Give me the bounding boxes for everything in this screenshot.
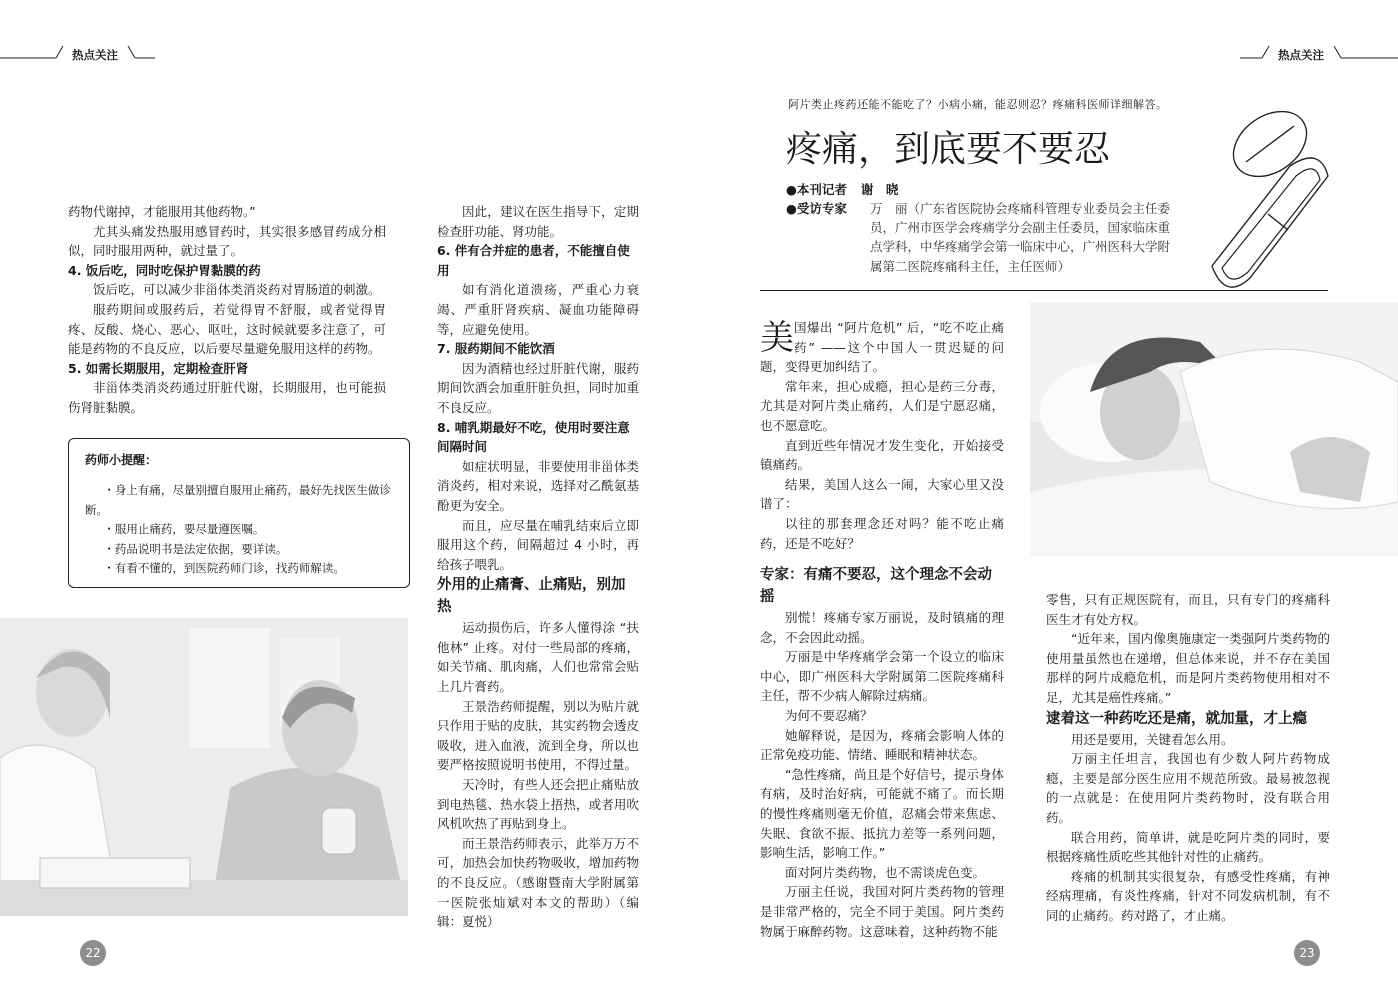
woman-in-pain-photo (1030, 302, 1398, 556)
paragraph: 面对阿片类药物，也不需谈虎色变。 (785, 864, 986, 880)
paragraph: 万丽主任坦言，我国也有少数人阿片药物成瘾，主要是部分医生应用不规范所致。最易被忽视的一点就是：在使用阿片类药物时，没有联合用药。 (1046, 751, 1330, 825)
paragraph: 因此，建议在医生指导下，定期检查肝功能、肾功能。 (437, 204, 639, 239)
paragraph: 尤其头痛发热服用感冒药时，其实很多感冒药成分相似，同时服用两种，就过量了。 (68, 223, 386, 259)
pill-capsule-icon (1170, 96, 1340, 306)
page-number-right: 23 (1294, 940, 1320, 966)
expert-label: ●受访专家 (786, 201, 847, 216)
paragraph: 以往的那套理念还对吗？能不吃止痛药，还是不吃好？ (760, 515, 1004, 551)
paragraph: 国爆出 “阿片危机” 后，“吃不吃止痛药” ——这个中国人一贯迟疑的问题，变得更加纠结了。 (760, 320, 1004, 375)
right-page-column-1-top (760, 318, 1004, 553)
paragraph: 用还是要用，关键看怎么用。 (1071, 731, 1234, 747)
tip-line: ・药品说明书是法定依据，要详读。 (103, 541, 288, 556)
subheading: 6. 伴有合并症的患者，不能擅自使用 (437, 243, 630, 278)
title-divider (760, 290, 1328, 291)
paragraph: 天冷时，有些人还会把止痛贴放到电热毯、热水袋上捂热，或者用吹风机吹热了再贴到身上。 (437, 777, 639, 832)
paragraph: 王景浩药师提醒，别以为贴片就只作用于贴的皮肤，其实药物会透皮吸收，进入血液，流到全身，所以也要严格按照说明书使用，不得过量。 (437, 698, 639, 773)
page-number-left: 22 (80, 940, 106, 966)
reporter-label: ●本刊记者 (786, 182, 847, 197)
paragraph: 如症状明显，非要使用非甾体类消炎药，相对来说，选择对乙酰氨基酚更为安全。 (437, 458, 639, 513)
paragraph: 疼痛的机制其实很复杂，有感受性疼痛，有神经病理痛，有炎性疼痛，针对不同发病机制，有不同的止痛药。药对路了，才止痛。 (1046, 868, 1330, 923)
paragraph: 而王景浩药师表示，此举万万不可，加热会加快药物吸收，增加药物的不良反应。（感谢暨南大学附属第一医院张灿斌对本文的帮助）（编辑：夏悦） (437, 835, 639, 930)
tip-line: ・身上有痛，尽量别擅自服用止痛药，最好先找医生做诊断。 (85, 483, 391, 517)
paragraph: 服药期间或服药后，若觉得胃不舒服，或者觉得胃疼、反酸、烧心、恶心、呕吐，这时候就要多注意了，可能是药物的不良反应，以后要尽量避免服用这样的药物。 (68, 301, 386, 357)
tip-box-lines (85, 481, 395, 579)
dropcap-spacer (760, 318, 794, 354)
reporter-line (786, 180, 1086, 199)
paragraph: 非甾体类消炎药通过肝脏代谢，长期服用，也可能损伤肾脏黏膜。 (68, 380, 386, 415)
paragraph: “近年来，国内像奥施康定一类强阿片类药物的使用量虽然也在递增，但总体来说，并不存在美国那样的阿片成瘾危机，而是阿片类药物使用相对不足，尤其是癌性疼痛。” (1046, 631, 1330, 705)
paragraph: 万丽主任说，我国对阿片类药物的管理是非常严格的，完全不同于美国。阿片类药物属于麻醉药物。这意味着，这种药物不能 (760, 884, 1004, 939)
paragraph: 药物代谢掉，才能服用其他药物。” (68, 204, 256, 219)
paragraph: 如有消化道溃疡，严重心力衰竭、严重肝肾疾病、凝血功能障碍等，应避免使用。 (437, 282, 639, 337)
tip-line: ・服用止痛药，要尽量遵医嘱。 (103, 522, 265, 536)
doctor-patient-photo (0, 618, 408, 916)
article-subtitle: 阿片类止疼药还能不能吃了？小病小痛，能忍则忍？疼痛科医师详细解答。 (788, 98, 1168, 111)
section-heading: 专家：有痛不要忍，这个理念不会动摇 (760, 566, 992, 605)
paragraph: 零售，只有正规医院有，而且，只有专门的疼痛科医生才有处方权。 (1046, 592, 1330, 627)
paragraph: 联合用药，简单讲，就是吃阿片类的同时，要根据疼痛性质吃些其他针对性的止痛药。 (1046, 829, 1330, 865)
left-page-column-1 (68, 202, 386, 418)
reporter-name: 谢 晓 (860, 182, 899, 197)
left-header-label: 热点关注 (72, 48, 118, 62)
paragraph: “急性疼痛，尚且是个好信号，提示身体有病，及时治好病，可能就不痛了。而长期的慢性疼痛则毫无价值，忍痛会带来焦虑、失眠、食欲不振、抵抗力差等一系列问题，影响生活，影响工作。” (760, 766, 1004, 861)
drop-cap: 美 (760, 318, 794, 358)
doctor-patient-illustration (0, 618, 408, 916)
subheading: 7. 服药期间不能饮酒 (437, 341, 555, 357)
paragraph: 她解释说，是因为，疼痛会影响人体的正常免疫功能、情绪、睡眠和精神状态。 (760, 727, 1004, 763)
paragraph: 常年来，担心成瘾，担心是药三分毒，尤其是对阿片类止痛药，人们是宁愿忍痛，也不愿意吃。 (760, 378, 1004, 433)
subheading: 5. 如需长期服用，定期检查肝肾 (68, 360, 249, 376)
subheading: 4. 饭后吃，同时吃保护胃黏膜的药 (68, 262, 261, 278)
paragraph: 为何不要忍痛？ (785, 707, 873, 723)
paragraph: 别慌！疼痛专家万丽说，及时镇痛的理念，不会因此动摇。 (760, 610, 1004, 645)
section-heading: 逮着这一种药吃还是痛，就加量，才上瘾 (1046, 709, 1307, 727)
left-page-column-2 (437, 202, 639, 932)
subheading: 8. 哺乳期最好不吃，使用时要注意间隔时间 (437, 419, 630, 455)
woman-in-pain-illustration (1030, 302, 1398, 556)
article-title: 疼痛，到底要不要忍 (786, 129, 1111, 170)
right-page-column-1-bottom (760, 564, 1004, 941)
paragraph: 运动损伤后，许多人懂得涂 “扶他林” 止疼。对付一些局部的疼痛，如关节痛、肌肉痛，人们也常常会贴上几片膏药。 (437, 620, 639, 695)
paragraph: 而且，应尽量在哺乳结束后立即服用这个药，间隔超过 4 小时，再给孩子喂乳。 (437, 517, 639, 572)
expert-description: 万 丽（广东省医院协会疼痛科管理专业委员会主任委员，广州市医学会疼痛学分会副主任委员，国家临床重点学科，中华疼痛学会第一临床中心，广州医科大学附属第二医院疼痛科主任，主任医师） (870, 201, 1171, 274)
paragraph: 饭后吃，可以减少非甾体类消炎药对胃肠道的刺激。 (93, 282, 381, 298)
paragraph: 因为酒精也经过肝脏代谢，服药期间饮酒会加重肝脏负担，同时加重不良反应。 (437, 360, 639, 415)
paragraph: 万丽是中华疼痛学会第一个设立的临床中心，即广州医科大学附属第二医院疼痛科主任，帮不少病人解除过病痛。 (760, 649, 1004, 704)
section-heading: 外用的止痛膏、止痛贴，别加热 (437, 576, 626, 616)
paragraph: 直到近些年情况才发生变化，开始接受镇痛药。 (760, 437, 1004, 473)
pharmacist-tip-box (68, 438, 410, 588)
tip-line: ・有看不懂的，到医院药师门诊，找药师解读。 (103, 561, 345, 575)
right-page-column-2 (1046, 590, 1330, 926)
right-header-label: 热点关注 (1278, 48, 1324, 62)
tip-box-title: 药师小提醒： (85, 453, 158, 467)
paragraph: 结果，美国人这么一闹，大家心里又没谱了： (760, 476, 1004, 512)
